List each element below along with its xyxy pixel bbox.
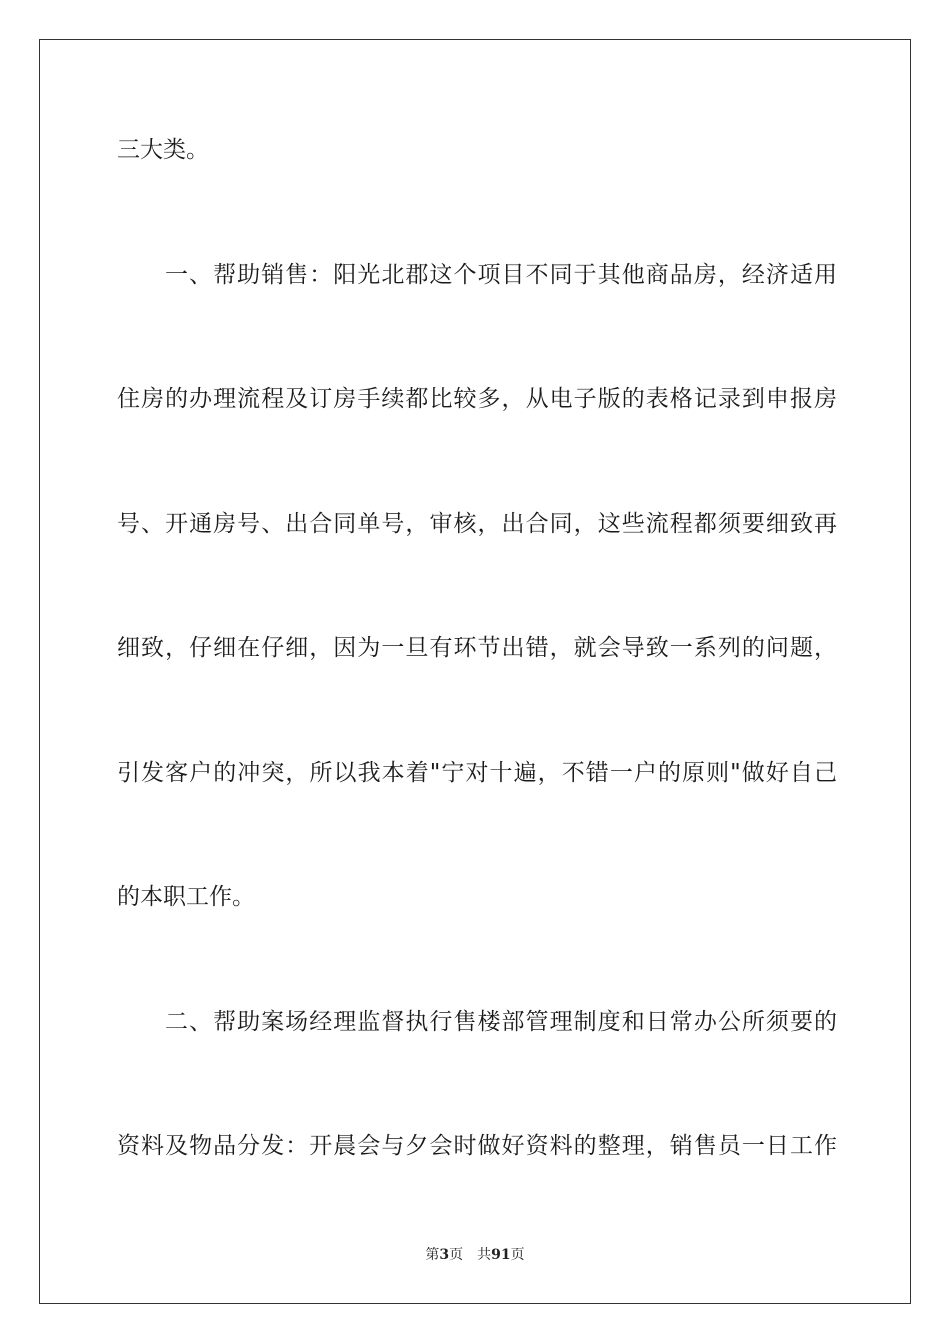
text-line-6: 引发客户的冲突，所以我本着"宁对十遍，不错一户的原则"做好自己: [117, 760, 837, 786]
text-line-1: 三大类。: [117, 137, 209, 163]
text-line-8: 二、帮助案场经理监督执行售楼部管理制度和日常办公所须要的: [165, 1009, 837, 1035]
footer-total-unit: 页: [510, 1247, 525, 1263]
footer-total-prefix: 共: [477, 1247, 492, 1263]
text-line-7: 的本职工作。: [117, 884, 255, 910]
footer-page-prefix: 第: [425, 1247, 440, 1263]
page-border: [39, 39, 911, 1304]
footer-page-number: 3: [439, 1247, 450, 1263]
text-line-9: 资料及物品分发：开晨会与夕会时做好资料的整理，销售员一日工作: [117, 1133, 837, 1159]
page-footer: [0, 1245, 950, 1265]
text-line-2: 一、帮助销售：阳光北郡这个项目不同于其他商品房，经济适用: [165, 262, 837, 288]
footer-page-unit: 页: [449, 1247, 464, 1263]
footer-total-pages: 91: [491, 1247, 511, 1263]
text-line-4: 号、开通房号、出合同单号，审核，出合同，这些流程都须要细致再: [117, 511, 837, 537]
text-line-3: 住房的办理流程及订房手续都比较多，从电子版的表格记录到申报房: [117, 386, 837, 412]
text-line-5: 细致，仔细在仔细，因为一旦有环节出错，就会导致一系列的问题，: [117, 635, 837, 661]
